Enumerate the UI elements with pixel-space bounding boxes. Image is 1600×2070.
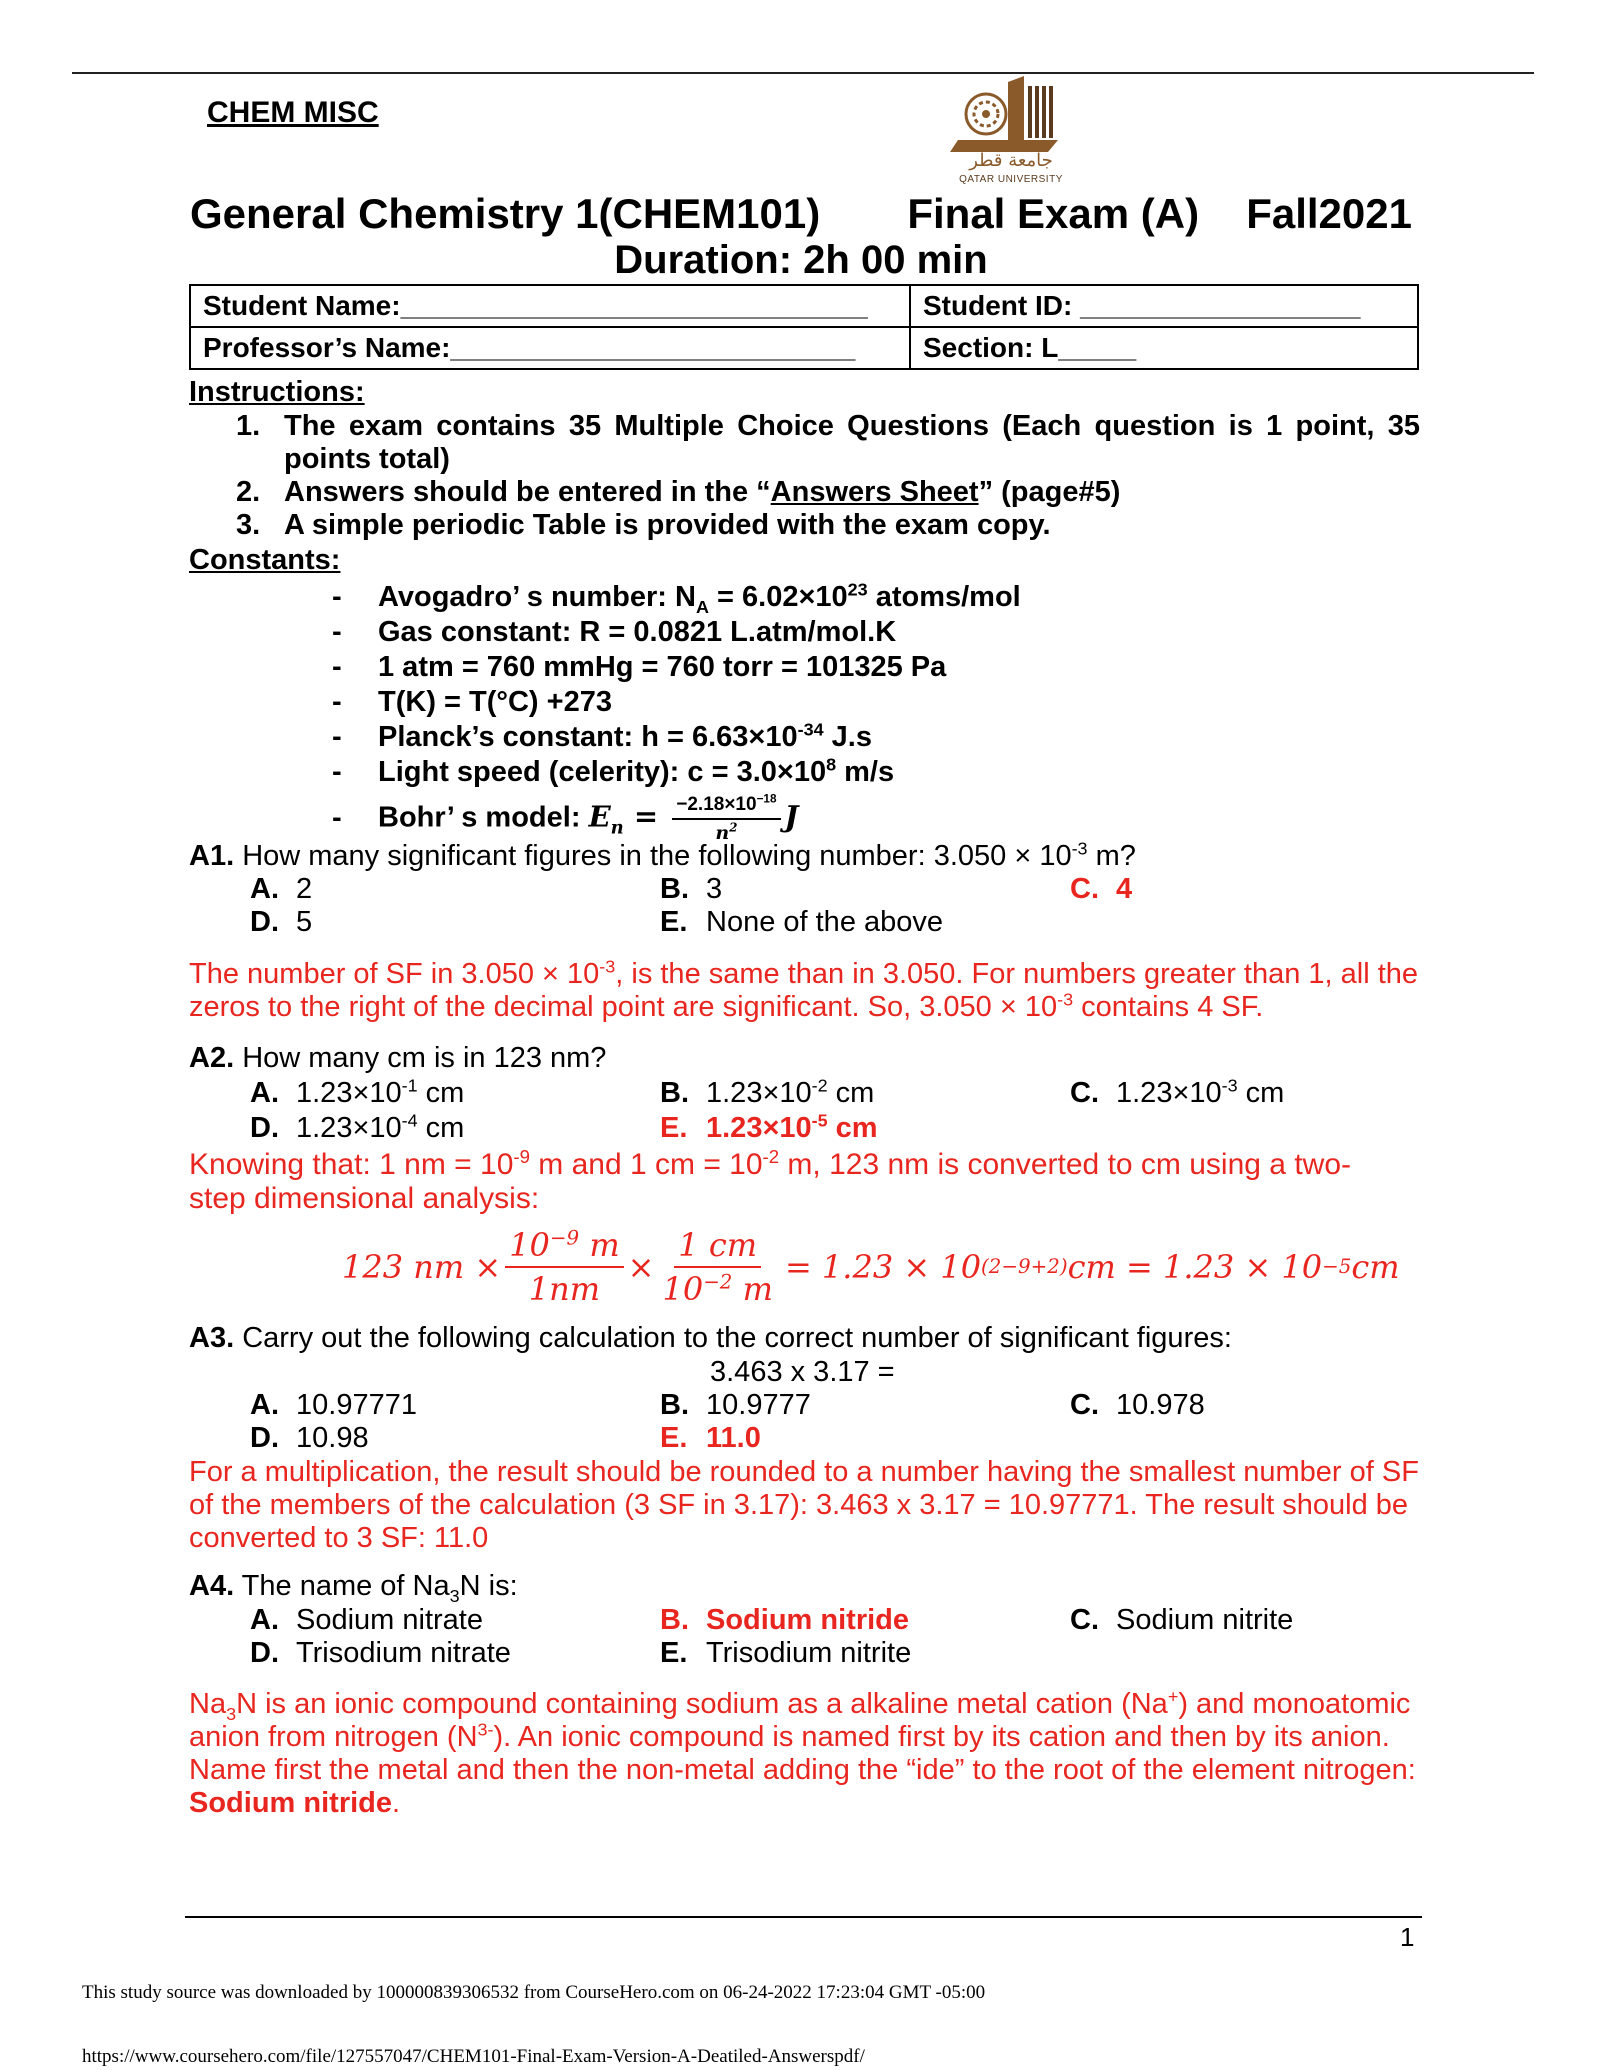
instruction-number: 1. [236,410,261,442]
constant-light-speed: - Light speed (celerity): $c = 3.0\times 10^8$ m/s [332,754,895,788]
option-a3-e-correct[interactable]: E. 11.0 [660,1422,761,1454]
option-a4-e[interactable]: E. Trisodium nitrite [660,1637,912,1669]
option-a1-a[interactable]: A. 2 [250,873,313,905]
university-logo [948,74,1074,190]
student-name-field[interactable]: Student Name:______________________________ [190,285,910,327]
exam-title: Final Exam (A) [907,190,1200,237]
instruction-item-2: 2. Answers should be entered in the “Answers Sheet” (page#5) [236,476,1121,508]
option-a4-a[interactable]: A. Sodium nitrate [250,1604,483,1636]
question-a4: A4. The name of $Na_3N$ is: [189,1570,518,1606]
top-rule [72,72,1534,74]
option-a3-c[interactable]: C. 10.978 [1070,1389,1205,1421]
question-a1: A1. How many significant figures in the following number: $3.050 \times 10^{-3}$ m? [189,838,1136,872]
qatar-university-logo-icon [948,74,1074,190]
explanation-a2: Knowing that: 1 nm = $10^{-9}$ m and 1 cm = $10^{-2}$ m, 123 nm is converted to cm using a two- step dimensional analysis: [189,1146,1351,1215]
option-a1-b[interactable]: B. 3 [660,873,723,905]
student-info-table [189,284,1419,370]
option-a4-d[interactable]: D. Trisodium nitrate [250,1637,511,1669]
instructions-heading: Instructions: [189,376,365,408]
option-a4-c[interactable]: C. Sodium nitrite [1070,1604,1294,1636]
student-id-field[interactable]: Student ID: __________________ [910,285,1418,327]
dimensional-analysis-equation: 123 nm × $\frac{10^{-9} m}{1nm}$ × $\frac{1 cm}{10^{-2} m}$ = 1.23 × 10 (2−9+2) cm = 1.23 × 10 −5 cm [342,1226,1400,1308]
option-a2-d[interactable]: D. $1.23\times 10^{-4}$ cm [250,1110,465,1144]
option-a1-e[interactable]: E. None of the above [660,906,944,938]
option-a1-c-correct[interactable]: C. 4 [1070,873,1133,905]
constant-avogadro: - Avogadro’ s number: $N_A = 6.02\times 10^{23}$ atoms/mol [332,579,1021,617]
answer-sheet-link[interactable]: Answers Sheet [770,476,979,508]
option-a3-b[interactable]: B. 10.9777 [660,1389,811,1421]
constant-pressure: - 1 atm = 760 mmHg = 760 torr = 101325 Pa [332,651,947,683]
constants-heading: Constants: [189,544,341,576]
instruction-item-3: 3. A simple periodic Table is provided with the exam copy. [236,509,1051,541]
constant-bohr: - Bohr’ s model: $E_n$ = $\frac{-2.18\times 10^{-18}}{n^2}$ J [332,792,799,844]
option-a2-e-correct[interactable]: E. $1.23\times 10^{-5}$ cm [660,1110,878,1144]
exam-duration: Duration: 2h 00 min [614,238,988,282]
option-a3-a[interactable]: A. 10.97771 [250,1389,417,1421]
constants-list [332,580,1021,844]
option-a1-d[interactable]: D. 5 [250,906,313,938]
course-tag: CHEM MISC [207,96,379,129]
logo-english-text: QATAR UNIVERSITY [959,174,1063,185]
source-url[interactable]: https://www.coursehero.com/file/127557047/CHEM101-Final-Exam-Version-A-Deatiled-Answerspdf/ [82,2046,865,2067]
option-a4-b-correct[interactable]: B. Sodium nitride [660,1604,909,1636]
explanation-a1: The number of SF in $3.050 \times 10^{-3}$, is the same than in 3.050. For numbers greater than 1, all the zeros to the right of the decimal point are significant. So, $3.050 \times 10^{-3}$ contains 4 SF. [189,956,1419,1023]
explanation-a4: $Na_3N$ is an ionic compound containing sodium as a alkaline metal cation (Na+) and monoatomic anion from nitrogen $(N^{3-})$. An ionic compound is named first by its cation and then by its anion. Name first the metal and then the non-metal adding the “ide” to the root of the element nitrogen: Sodium nitride. [189,1686,1416,1819]
section-field[interactable]: Section: L_____ [910,327,1418,369]
option-a2-b[interactable]: B. $1.23\times 10^{-2}$ cm [660,1075,875,1109]
question-a3: A3. Carry out the following calculation to the correct number of significant figures: [189,1322,1232,1354]
constant-temperature: - T(K) = T(°C) +273 [332,686,612,718]
page-number: 1 [1400,1922,1415,1952]
option-a2-a[interactable]: A. $1.23\times 10^{-1}$ cm [250,1075,465,1109]
constant-gas: - Gas constant: R = 0.0821 L.atm/mol.K [332,616,897,648]
instruction-item-1: 1. The exam contains 35 Multiple Choice Questions (Each question is 1 point, 35 points total) [236,410,1420,475]
exam-term: Fall2021 [1246,190,1412,237]
option-a3-d[interactable]: D. 10.98 [250,1422,369,1454]
explanation-a3: For a multiplication, the result should be rounded to a number having the smallest number of SF of the members of the calculation (3 SF in 3.17): 3.463 x 3.17 = 10.97771. The result should be converted to 3 SF: 11.0 [189,1456,1419,1554]
constant-planck: - Planck’s constant: $h = 6.63\times 10^{-34}$ J.s [332,719,872,753]
professor-name-field[interactable]: Professor’s Name:__________________________ [190,327,910,369]
option-a2-c[interactable]: C. $1.23\times 10^{-3}$ cm [1070,1075,1285,1109]
instruction-number: 3. [236,509,261,541]
download-source-line: This study source was downloaded by 100000839306532 from CourseHero.com on 06-24-2022 17:23:04 GMT -05:00 [82,1982,986,2003]
calculation-a3: 3.463 x 3.17 = [710,1356,895,1388]
question-a2: A2. How many cm is in 123 nm? [189,1042,607,1074]
footer-rule [185,1916,1422,1918]
logo-arabic-text: جامعة قطر [969,150,1053,171]
instruction-number: 2. [236,476,261,508]
exam-title-line [190,190,1412,238]
course-title: General Chemistry 1(CHEM101) [190,190,821,237]
